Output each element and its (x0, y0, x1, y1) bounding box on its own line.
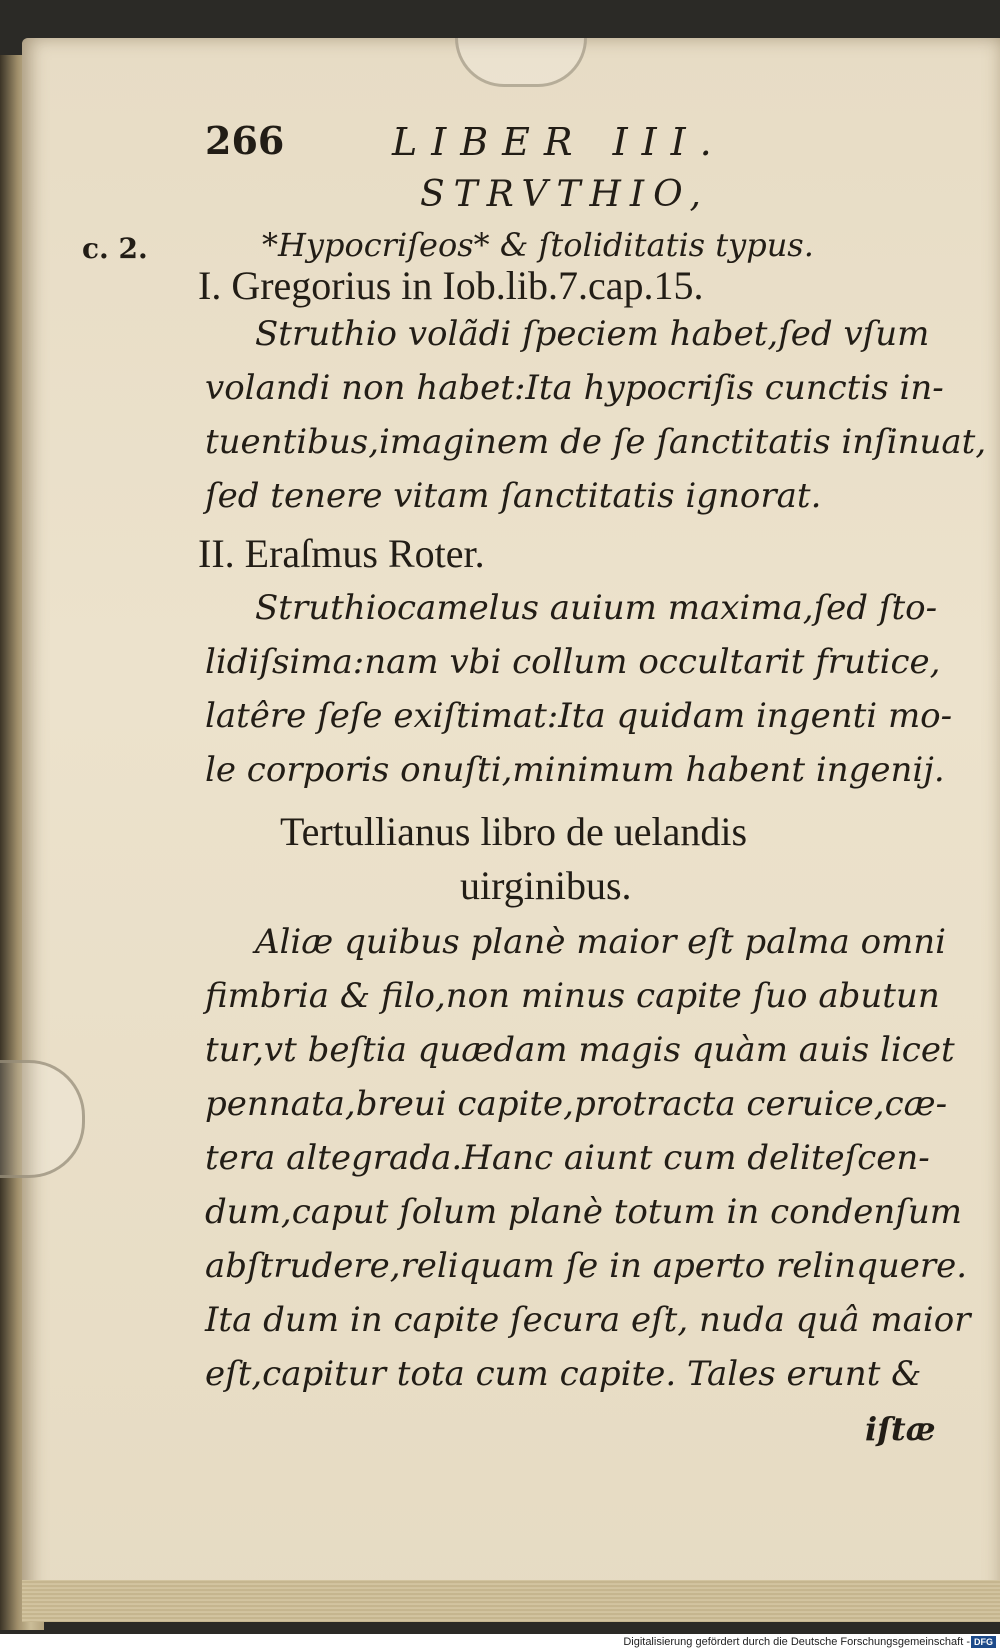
body-line: dum,caput ſolum planè totum in condenſum (205, 1192, 962, 1232)
body-line: Struthio volãdi ſpeciem habet,ſed vſum (255, 314, 930, 354)
running-title: LIBER III. (392, 120, 726, 164)
margin-reference: c. 2. (82, 232, 148, 265)
section-heading-1: I. Gregorius in Iob.lib.7.cap.15. (198, 263, 704, 308)
body-line: eſt,capitur tota cum capite. Tales erunt & (205, 1354, 922, 1394)
body-line: volandi non habet:Ita hypocriſis cunctis in- (205, 368, 944, 408)
chapter-subtitle: STRVTHIO, (420, 174, 710, 215)
body-line: Aliæ quibus planè maior eſt palma omni (255, 922, 947, 962)
section-heading-3: Tertullianus libro de uelandis (280, 809, 748, 854)
page-number: 266 (205, 118, 285, 163)
footer-credit: Digitalisierung gefördert durch die Deutsche Forschungsgemeinschaft - (623, 1636, 970, 1648)
body-line: latêre ſeſe exiſtimat:Ita quidam ingenti mo- (205, 696, 953, 736)
body-line: tera altegrada.Hanc aiunt cum deliteſcen- (205, 1138, 930, 1178)
body-line: tuentibus,imaginem de ſe ſanctitatis inſinuat, (205, 422, 987, 462)
body-line: ſed tenere vitam ſanctitatis ignorat. (205, 476, 822, 516)
section-heading-2: II. Eraſmus Roter. (198, 531, 485, 576)
body-line: pennata,breui capite,protracta ceruice,cæ- (205, 1084, 948, 1124)
section-heading-3-cont: uirginibus. (460, 863, 632, 908)
page-stack-edge (22, 1580, 1000, 1622)
body-line: Struthiocamelus auium maxima,ſed ſto- (255, 588, 938, 628)
catchword: iſtæ (865, 1410, 936, 1448)
body-line: le corporis onuſti,minimum habent ingenij. (205, 750, 945, 790)
body-line: abſtrudere,reliquam ſe in aperto relinquere. (205, 1246, 968, 1286)
body-line: fimbria & filo,non minus capite ſuo abutun (205, 976, 940, 1016)
body-line: tur,vt beſtia quædam magis quàm auis licet (205, 1030, 955, 1070)
body-line: Ita dum in capite ſecura eſt, nuda quâ maior (205, 1300, 971, 1340)
body-line: lidiſsima:nam vbi collum occultarit frutice, (205, 642, 941, 682)
emblem-caption: *Hypocriſeos* & ſtoliditatis typus. (262, 226, 814, 264)
dfg-logo: DFG (971, 1636, 996, 1648)
